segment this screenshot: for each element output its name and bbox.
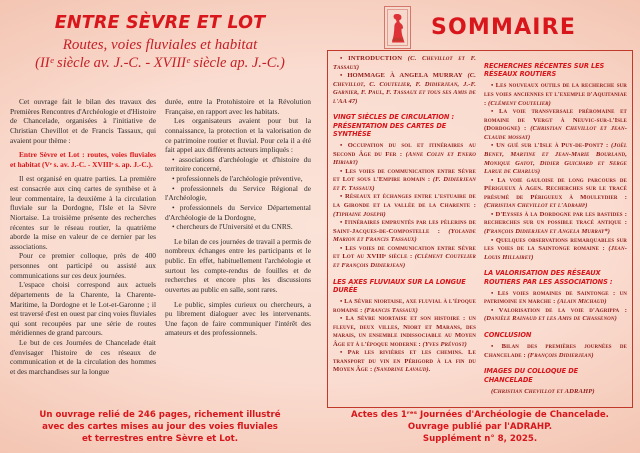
sommaire-entry[interactable]	[484, 343, 627, 360]
sommaire-entry-author: (Anne Colin et Eneko Hiriart)	[333, 150, 476, 167]
sommaire-entry-author: (Yolande Marion et Francis Tassaux)	[333, 227, 476, 244]
sommaire-entry-author: (Yves Prévost)	[422, 340, 467, 348]
sommaire-entry-title: • Les voies de communication entre Sèvre et Lot sous l'Empire romain :	[333, 167, 476, 184]
sommaire-entry-title: • La Sèvre niortaise et son histoire : un fleuve, deux villes, Niort et Marans, des marais, un ensemble indissociable au Moyen Âge et à l'époque moderne :	[333, 315, 476, 348]
page-title: ENTRE SÈVRE ET LOT	[54, 13, 266, 33]
sommaire-entry-title: • La voie transversale préromaine et romaine de Vergt à Neuvic-sur-l'Isle (Dordogne) :	[484, 108, 627, 133]
sommaire-entry-author: (C. Chevillot, C. Coutelier, F. Didierjean, J.-F. Garnier, F. Paul, F. Tassaux et tous ses Amis de l'AA 47)	[333, 72, 476, 105]
sommaire-entry-author: (Danièle Rainaud et les Amis de Chassenon)	[484, 315, 617, 323]
sommaire-section-heading: LA VALORISATION DES RÉSEAUX ROUTIERS PAR LES ASSOCIATIONS :	[484, 269, 613, 286]
sommaire-entry[interactable]	[333, 55, 476, 72]
sommaire-entry-author: (François Didierjean et Angela Murray*)	[484, 228, 610, 236]
sommaire-section-heading: LES AXES FLUVIAUX SUR LA LONGUE DURÉE	[333, 277, 466, 294]
intro-bullet: • associations d'archéologie et d'histoire du territoire concerné,	[165, 154, 311, 174]
sommaire-entry[interactable]	[333, 298, 476, 315]
sommaire-entry-title: • Par les rivières et les chemins. Le transport du vin en Périgord à la fin du Moyen Âge :	[333, 349, 476, 374]
sommaire-entry[interactable]	[484, 108, 627, 142]
sommaire-entry-title: • Les voies de communication entre Sèvre et Lot au XVIIIᵉ siècle :	[333, 244, 476, 261]
sommaire-entry-author: (Christian Chevillot et Jean-Claude mossat)	[484, 125, 627, 141]
sommaire-entry[interactable]	[484, 290, 627, 307]
sommaire-section-heading: VINGT SIÈCLES DE CIRCULATION : PRÉSENTATION DES CARTES DE SYNTHÈSE	[333, 113, 454, 138]
intro-paragraph: Le bilan de ces journées de travail a permis de nombreux échanges entre les participants et le public. En effet, habituellement l'archéologie et surtout les compte-rendus de fouilles et de recherches et encore plus les discussions ouvertes au public en salle, sont rares.	[165, 236, 311, 294]
sommaire-entry[interactable]	[484, 142, 627, 176]
sommaire-entry-author: (Francis Tassaux)	[364, 306, 418, 314]
title-block	[0, 0, 320, 73]
sommaire-section-heading: IMAGES DU COLLOQUE DE CHANCELADE	[484, 367, 579, 384]
intro-bullet: • professionnels de l'archéologie préventive,	[172, 174, 303, 183]
sommaire-entry-author: (C. Chevillot et F. Tassaux)	[333, 55, 476, 71]
sommaire-entry-title: • Valorisation de la voie d'Agrippa :	[491, 306, 627, 314]
footer-right-line-2: Ouvrage publié par l'ADRAHP.	[407, 421, 553, 432]
sommaire-entry[interactable]	[484, 307, 627, 324]
sommaire-column-2	[484, 55, 627, 403]
sommaire-entry[interactable]	[333, 72, 476, 106]
sommaire-title: SOMMAIRE	[430, 14, 577, 40]
intro-column-2	[165, 97, 311, 377]
sommaire-entry-title: • Un gué sur l'Isle à Puy-de-Pont? :	[491, 142, 611, 150]
sommaire-section-heading: CONCLUSION	[484, 331, 532, 339]
sommaire-entry-title: • La Sèvre niortaise, axe fluvial à l'époque romaine :	[333, 297, 476, 314]
footer-right	[320, 410, 640, 446]
sommaire-entry[interactable]	[333, 245, 476, 271]
sommaire-entry[interactable]	[333, 315, 476, 349]
sommaire-entry[interactable]	[333, 168, 476, 194]
sommaire-entry-author: (Jean-Louis Hillairet)	[484, 245, 627, 261]
sommaire-entry-author: (Sandrine Lavaud).	[374, 366, 431, 374]
intro-paragraph: durée, entre la Protohistoire et la Révolution Française, en rapport avec les habitats.	[165, 97, 311, 116]
footer-left-line-3: et terrestres entre Sèvre et Lot.	[81, 433, 239, 444]
intro-paragraph: Pour ce premier colloque, près de 400 personnes ont participé ou assisté aux communications sur ces deux journées.	[10, 251, 156, 280]
sommaire-entry-author: (François Didierjean)	[527, 351, 594, 359]
sommaire-header	[320, 0, 640, 52]
sommaire-entry[interactable]	[484, 177, 627, 211]
intro-column-1	[10, 97, 156, 377]
sommaire-entry-title: • INTRODUCTION	[340, 55, 408, 62]
sommaire-entry-title: • Les nouveaux outils de la recherche sur les voies anciennes et l'exemple d'Aquitaniae :	[484, 82, 627, 107]
intro-bullet: • professionnels du Service Régional de l'Archéologie,	[165, 183, 311, 203]
subtitle-line-1: Routes, voies fluviales et habitat	[62, 37, 258, 54]
intro-columns	[10, 97, 312, 377]
intro-highlight: Entre Sèvre et Lot : routes, voies fluviales et habitat (Vᵉ s. av. J.-C. - XVIIIᵉ s. ap. J.-C.).	[10, 150, 156, 169]
sommaire-box	[327, 50, 633, 408]
intro-paragraph: Les organisateurs avaient pour but la connaissance, la protection et la valorisation de ce patrimoine routier et fluvial. Pour cela il a été fait appel aux différents acteurs impliqués :	[165, 116, 311, 155]
statuette-figure-icon	[388, 10, 407, 45]
sommaire-entry-author: (Christian Chevillot et ADRAHP)	[491, 387, 595, 395]
sommaire-entry-author: (Christian Chevillot et l'Adrahp)	[484, 202, 588, 210]
intro-bullet: • professionnels du Service Départemental d'Archéologie de la Dordogne,	[165, 202, 311, 222]
intro-paragraph: Il est organisé en quatre parties. La première est consacrée aux cinq cartes de synthèse et à leur commentaire, la deuxième à la circulation fluviale sur la Dordogne, l'Isle et la Sèvre Niortaise. La troisième présente des recherches récentes sur le réseau routier, la quatrième aborde la mise en valeur de ce dernier par les associations.	[10, 174, 156, 251]
statuette-logo-icon	[384, 6, 411, 49]
sommaire-column-1	[333, 55, 476, 403]
footer-left	[0, 410, 320, 446]
footer-left-line-2: avec des cartes mises au jour des voies fluviales	[42, 421, 278, 432]
sommaire-entry-title: • Réseaux et échanges entre l'estuaire de la Gironde et la vallée de la Charente :	[333, 193, 476, 210]
sommaire-entry-title: • HOMMAGE À ANGELA MURRAY	[340, 72, 468, 80]
sommaire-entry-title: • Occupation du sol et itinéraires au Second Âge du Fer :	[333, 142, 476, 158]
sommaire-entry[interactable]	[484, 82, 627, 108]
intro-paragraph: Cet ouvrage fait le bilan des travaux des Premières Rencontres d'Archéologie et d'Histoire de Chancelade, organisées à l'initiative de Christian Chevillot et de Francis Tassaux, qui avaient pour thème :	[10, 97, 156, 145]
intro-paragraph: Le public, simples curieux ou chercheurs, a pu librement dialoguer avec les intervenants. Une façon de faire communiquer l'intérêt des amateurs et des professionnels.	[165, 299, 311, 338]
sommaire-entry[interactable]	[333, 193, 476, 219]
sommaire-entry-author: (F. Didierjean et F. Tassaux)	[333, 176, 476, 192]
sommaire-entry[interactable]	[333, 349, 476, 375]
sommaire-entry[interactable]	[484, 388, 627, 397]
sommaire-entry-title: • Les voies romaines de Saintonge : un patrimoine en marche :	[484, 289, 627, 306]
sommaire-entry-author: (Alain Michaud)	[557, 298, 607, 306]
subtitle-line-2: (IIᵉ siècle av. J.-C. - XVIIIᵉ siècle ap. J.-C.)	[35, 55, 285, 72]
sommaire-entry-author: (Joël Beney, Martine et Jean-Marie Bourland, Monique Gatot, Didier Guichard et Serge Larue de Charlus)	[484, 142, 627, 176]
sommaire-entry-title: • Quelques observations remarquables sur les voies de la Saintonge romaine :	[484, 236, 627, 253]
sommaire-entry[interactable]	[484, 237, 627, 263]
footer-left-line-1: Un ouvrage relié de 246 pages, richement illustré	[39, 410, 281, 420]
sommaire-entry-title: • La voie gauloise de long parcours de Périgueux à Agen. Recherches sur le tracé présumé de Périgueux à Mouleydier :	[484, 176, 627, 201]
sommaire-entry[interactable]	[484, 211, 627, 237]
sommaire-entry[interactable]	[333, 142, 476, 168]
footer-right-line-1: Actes des 1ʳᵉˢ Journées d'Archéologie de Chancelade.	[351, 410, 609, 420]
sommaire-entry-author: (Clément Coutelier)	[488, 99, 551, 107]
sommaire-entry[interactable]	[333, 219, 476, 245]
intro-bullet: • chercheurs de l'Université et du CNRS.	[172, 222, 293, 232]
intro-paragraph: Le but de ces Journées de Chancelade était d'envisager l'histoire de ces réseaux de communication et de la circulation des hommes et des marchandises sur la longue	[10, 338, 156, 376]
sommaire-entry-author: (Clément Coutelier et François Didierjean)	[333, 253, 476, 269]
statuette-logo-inner	[387, 9, 408, 46]
right-panel	[320, 0, 640, 453]
sommaire-entry-title: • Itinéraires empruntés par les pèlerins de Saint-Jacques-de-Compostelle :	[333, 219, 476, 235]
sommaire-section-heading: RECHERCHES RÉCENTES SUR LES RÉSEAUX ROUTIERS	[484, 62, 605, 79]
sommaire-entry-title: • Bilan des premières journées de Chancelade :	[484, 343, 627, 359]
intro-paragraph: L'espace choisi correspond aux actuels départements de la Charente, la Charente-Maritime, la Dordogne et le Lot-et-Garonne ; il est traversé d'est en ouest par cinq voies fluviales qui sont recoupées par une série de routes méridiennes de grand parcours.	[10, 280, 156, 338]
sommaire-entry-title: • D'Eysses à la Dordogne par les bastides : recherches sur un possible tracé antique :	[484, 210, 627, 227]
sommaire-entry-author: (Tiphaine Joseph)	[333, 210, 386, 218]
footer-right-line-3: Supplément n° 8, 2025.	[422, 433, 538, 444]
